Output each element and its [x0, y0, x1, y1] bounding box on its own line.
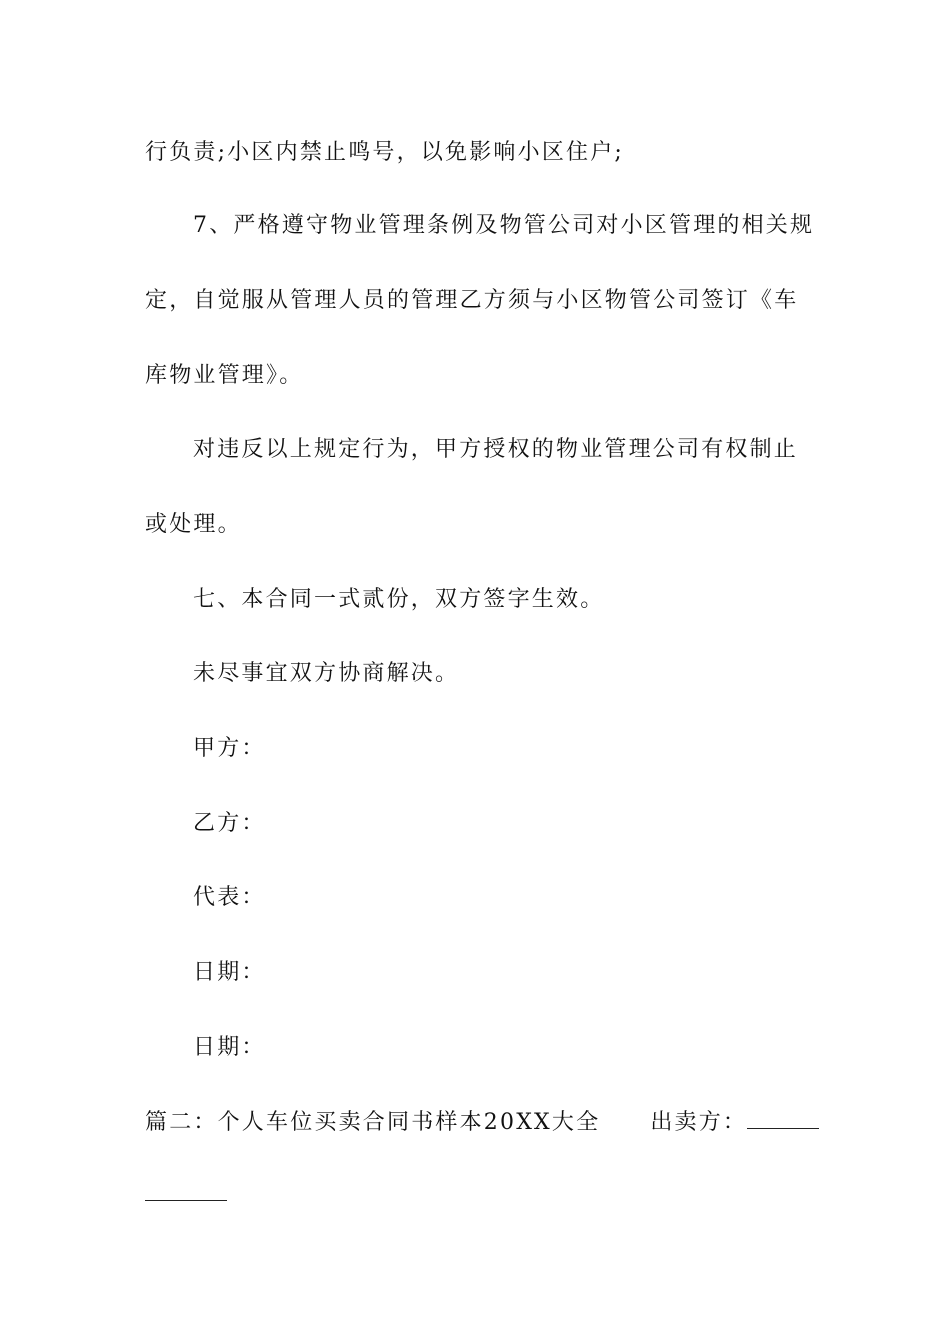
seller-blank-line	[747, 1108, 819, 1129]
paragraph-line: 库物业管理》。	[145, 363, 304, 388]
seller-blank-line	[145, 1180, 227, 1201]
signature-party-a: 甲方：	[193, 736, 266, 761]
signature-date: 日期：	[193, 960, 266, 985]
paragraph-line: 对违反以上规定行为，甲方授权的物业管理公司有权制止	[193, 437, 799, 462]
paragraph-line: 未尽事宜双方协商解决。	[193, 661, 460, 686]
section-title: 篇二：个人车位买卖合同书样本20XX大全	[145, 1110, 601, 1135]
signature-date: 日期：	[193, 1035, 266, 1060]
paragraph-line: 定，自觉服从管理人员的管理乙方须与小区物管公司签订《车	[145, 288, 799, 313]
paragraph-line: 七、本合同一式贰份，双方签字生效。	[193, 587, 605, 612]
section-heading-row	[145, 1108, 819, 1138]
seller-blank-continuation	[145, 1180, 227, 1210]
signature-party-b: 乙方：	[193, 811, 266, 836]
paragraph-line: 7、严格遵守物业管理条例及物管公司对小区管理的相关规	[193, 213, 815, 238]
signature-representative: 代表：	[193, 885, 266, 910]
seller-label: 出卖方：	[650, 1110, 748, 1135]
paragraph-line: 或处理。	[145, 512, 242, 537]
paragraph-line: 行负责;小区内禁止鸣号，以免影响小区住户;	[145, 140, 625, 165]
